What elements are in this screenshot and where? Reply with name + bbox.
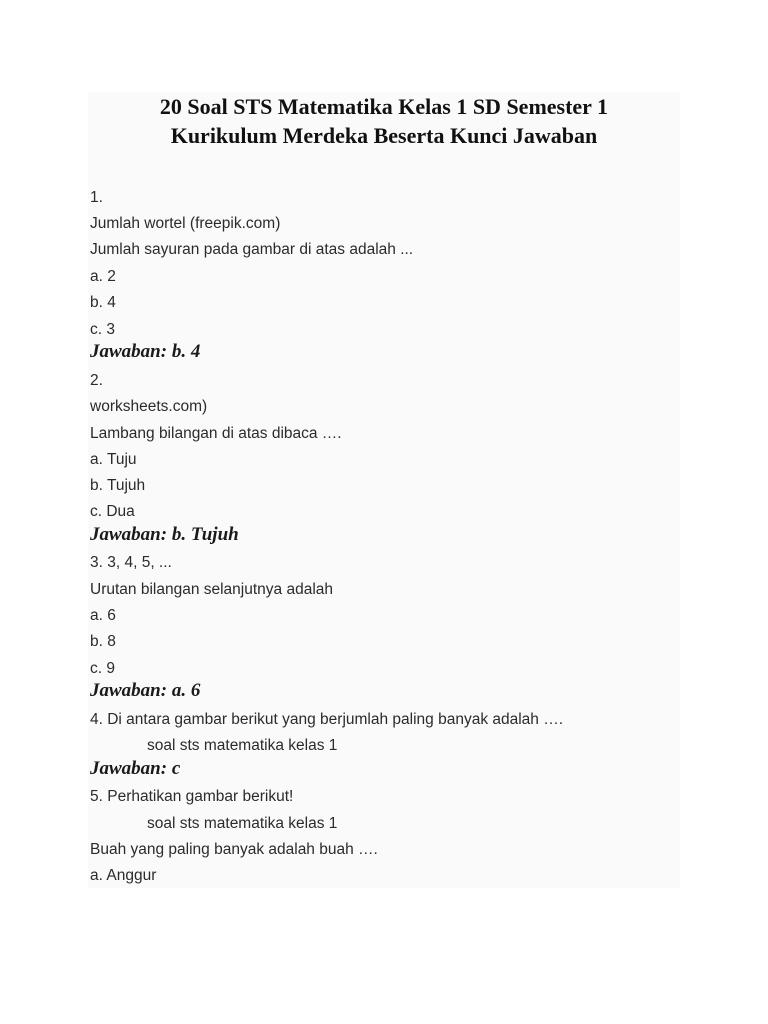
q1-answer: Jawaban: b. 4: [90, 341, 201, 362]
q3-question: Urutan bilangan selanjutnya adalah: [90, 581, 334, 598]
q4-answer: Jawaban: c: [90, 758, 181, 779]
q4-image-alt: soal sts matematika kelas 1: [147, 737, 338, 754]
page-title: [88, 92, 680, 150]
q5-option-a: a. Anggur: [90, 867, 157, 884]
q5-image-alt: soal sts matematika kelas 1: [147, 815, 338, 832]
q2-option-c: c. Dua: [90, 503, 135, 520]
q3-option-b: b. 8: [90, 633, 116, 650]
q4-question: 4. Di antara gambar berikut yang berjumlah paling banyak adalah ….: [90, 711, 564, 728]
q5-sub-question: Buah yang paling banyak adalah buah ….: [90, 841, 378, 858]
title-line-1: 20 Soal STS Matematika Kelas 1 SD Semester 1: [159, 94, 609, 119]
q2-answer: Jawaban: b. Tujuh: [90, 524, 239, 545]
q3-number: 3. 3, 4, 5, ...: [90, 554, 172, 571]
q2-option-a: a. Tuju: [90, 451, 137, 468]
q2-image-caption: worksheets.com): [90, 398, 208, 415]
q3-option-a: a. 6: [90, 607, 116, 624]
q1-option-b: b. 4: [90, 294, 116, 311]
q1-option-c: c. 3: [90, 321, 115, 338]
q2-option-b: b. Tujuh: [90, 477, 146, 494]
q2-question: Lambang bilangan di atas dibaca ….: [90, 425, 342, 442]
q3-option-c: c. 9: [90, 660, 115, 677]
q1-question: Jumlah sayuran pada gambar di atas adalah ...: [90, 241, 414, 258]
q2-number: 2.: [90, 372, 103, 389]
q1-number: 1.: [90, 189, 103, 206]
q1-image-caption: Jumlah wortel (freepik.com): [90, 215, 281, 232]
title-line-2: Kurikulum Merdeka Beserta Kunci Jawaban: [170, 123, 598, 148]
q3-answer: Jawaban: a. 6: [90, 680, 201, 701]
q5-question: 5. Perhatikan gambar berikut!: [90, 788, 294, 805]
q1-option-a: a. 2: [90, 268, 116, 285]
